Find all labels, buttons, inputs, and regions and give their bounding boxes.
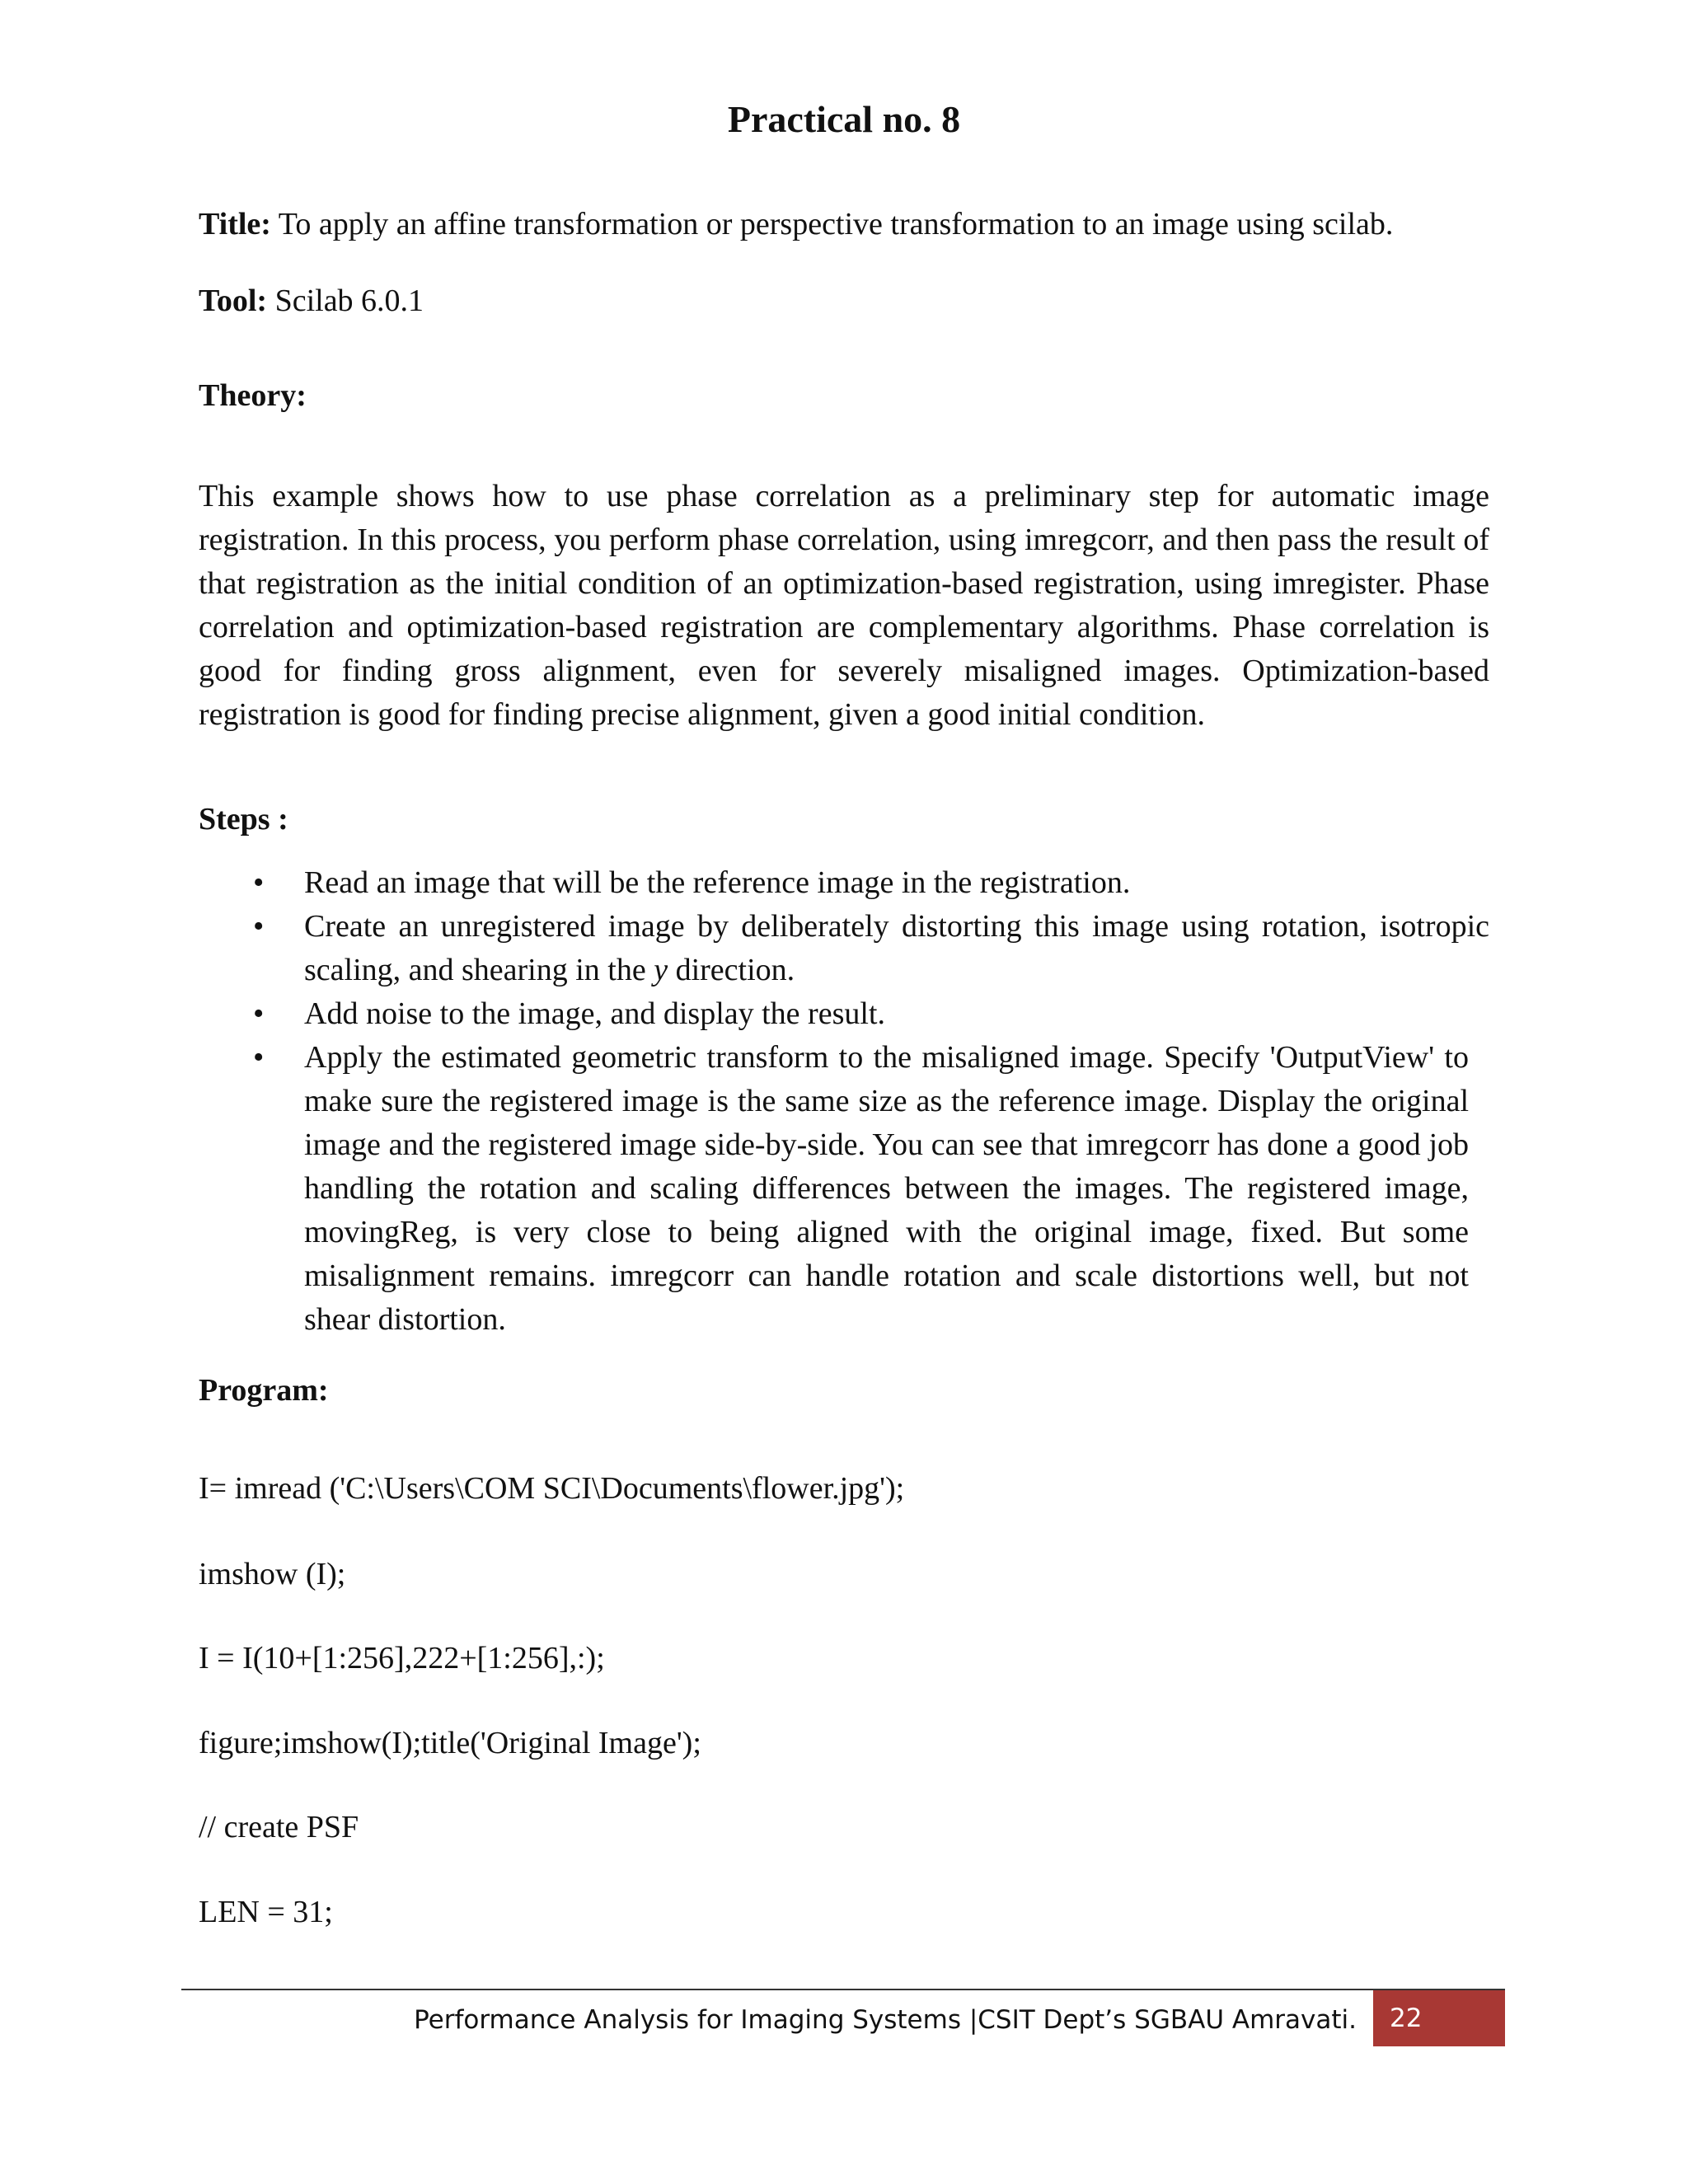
step-text: Create an unregistered image by deliberately distorting this image using rotation, isotropic scaling, and shearing in the — [304, 909, 1489, 987]
program-line: imshow (I); — [199, 1557, 346, 1591]
step-text: Apply the estimated geometric transform to the misaligned image. Specify 'OutputView' to make sure the registered image is the same size as the reference image. Display the original image and the registered image side-by-side. You can see that imregcorr has done a good job handling the rotation and scaling differences between the images. The registered image, movingReg, is very close to being aligned with the original image, fixed. But some misalignment remains. imregcorr can handle rotation and scale distortions well, but not shear distortion. — [304, 1040, 1469, 1337]
bullet-icon: • — [253, 909, 265, 944]
steps-heading: Steps : — [199, 802, 288, 837]
list-item — [199, 992, 1489, 1036]
tool-line — [199, 279, 424, 322]
title-label: Title: — [199, 207, 271, 241]
steps-list — [199, 861, 1489, 1342]
step-text: Add noise to the image, and display the result. — [304, 996, 885, 1031]
bullet-icon: • — [253, 1040, 265, 1075]
list-item — [199, 1036, 1469, 1342]
list-item — [199, 861, 1489, 905]
step-italic-text: y — [654, 953, 668, 987]
bullet-icon: • — [253, 996, 265, 1031]
bullet-icon: • — [253, 865, 265, 900]
tool-text: Scilab 6.0.1 — [267, 284, 424, 318]
page-title: Practical no. 8 — [727, 98, 961, 140]
theory-heading: Theory: — [199, 378, 307, 413]
title-line — [199, 203, 1393, 246]
footer-text: Performance Analysis for Imaging Systems |CSIT Dept’s SGBAU Amravati. — [414, 2005, 1357, 2035]
list-item — [199, 905, 1489, 992]
tool-label: Tool: — [199, 284, 268, 318]
program-line: figure;imshow(I);title('Original Image'); — [199, 1726, 701, 1760]
step-text-end: direction. — [668, 953, 795, 987]
title-text: To apply an affine transformation or perspective transformation to an image using scilab. — [270, 207, 1394, 241]
step-text: Read an image that will be the reference image in the registration. — [304, 865, 1131, 900]
footer-divider — [181, 1989, 1505, 1990]
program-line: // create PSF — [199, 1810, 359, 1844]
program-line: I= imread ('C:\Users\COM SCI\Documents\flower.jpg'); — [199, 1471, 905, 1506]
program-heading: Program: — [199, 1373, 329, 1408]
program-line: I = I(10+[1:256],222+[1:256],:); — [199, 1641, 605, 1675]
theory-paragraph: This example shows how to use phase correlation as a preliminary step for automatic image registration. In this process, you perform phase correlation, using imregcorr, and then pass the result of that registration as the initial condition of an optimization-based registration, using imregister. Phase correlation and optimization-based registration are complementary algorithms. Phase correlation is good for finding gross alignment, even for severely misaligned images. Optimization-based registration is good for finding precise alignment, given a good initial condition. — [199, 479, 1489, 732]
program-line: LEN = 31; — [199, 1895, 333, 1929]
page-number: 22 — [1373, 1990, 1505, 2046]
